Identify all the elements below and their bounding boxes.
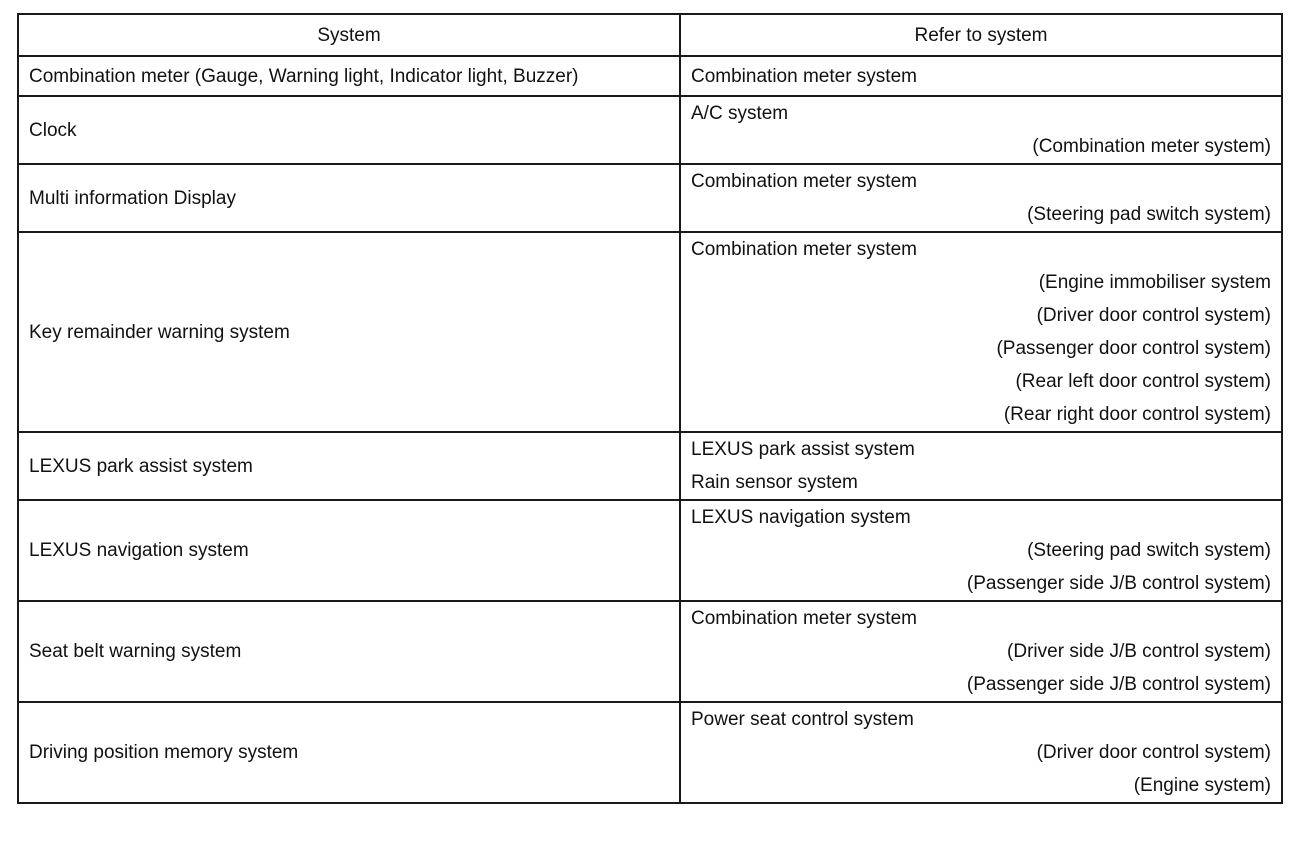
system-cell: LEXUS navigation system	[18, 500, 680, 601]
refer-to-line: (Passenger door control system)	[996, 338, 1271, 359]
refer-to-line: (Rear right door control system)	[1003, 404, 1271, 425]
system-cell: Seat belt warning system	[18, 601, 680, 702]
table-row	[18, 702, 1282, 803]
table-body	[18, 56, 1282, 803]
table-row	[18, 601, 1282, 702]
table-row	[18, 96, 1282, 164]
header-system: System	[18, 14, 680, 56]
refer-to-line: (Rear left door control system)	[1015, 371, 1271, 392]
header-refer-to-system: Refer to system	[680, 14, 1282, 56]
refer-to-line: LEXUS navigation system	[691, 507, 911, 528]
refer-to-line: Combination meter system	[691, 171, 917, 192]
refer-to-line: (Combination meter system)	[1032, 136, 1271, 157]
table-row	[18, 232, 1282, 432]
table-row	[18, 432, 1282, 500]
table-row	[18, 56, 1282, 96]
system-cell: Combination meter (Gauge, Warning light, Indicator light, Buzzer)	[18, 56, 680, 96]
refer-to-cell	[680, 232, 1282, 432]
refer-to-line: (Steering pad switch system)	[1027, 204, 1271, 225]
refer-to-line: (Passenger side J/B control system)	[966, 573, 1271, 594]
table-row	[18, 500, 1282, 601]
refer-to-line: (Steering pad switch system)	[1027, 540, 1271, 561]
refer-to-line: (Engine immobiliser system	[1038, 272, 1271, 293]
table-row	[18, 164, 1282, 232]
refer-to-cell	[680, 601, 1282, 702]
refer-to-line: Combination meter system	[691, 608, 917, 629]
header-row	[18, 14, 1282, 56]
refer-to-line: LEXUS park assist system	[691, 439, 915, 460]
system-cell: Multi information Display	[18, 164, 680, 232]
refer-to-line: (Driver side J/B control system)	[1007, 641, 1271, 662]
refer-to-line: A/C system	[691, 103, 789, 124]
system-cell: Clock	[18, 96, 680, 164]
refer-to-line: (Driver door control system)	[1036, 305, 1271, 326]
refer-to-cell	[680, 702, 1282, 803]
system-cell: Driving position memory system	[18, 702, 680, 803]
refer-to-cell	[680, 432, 1282, 500]
refer-to-line: Rain sensor system	[691, 472, 858, 493]
refer-to-cell	[680, 164, 1282, 232]
refer-to-line: Power seat control system	[691, 709, 914, 730]
refer-to-line: (Engine system)	[1133, 775, 1271, 796]
refer-to-cell	[680, 500, 1282, 601]
system-cell: Key remainder warning system	[18, 232, 680, 432]
refer-to-line: Combination meter system	[691, 239, 917, 260]
refer-to-line: Combination meter system	[691, 65, 917, 87]
refer-to-line: (Driver door control system)	[1036, 742, 1271, 763]
system-cell: LEXUS park assist system	[18, 432, 680, 500]
refer-to-cell	[680, 56, 1282, 96]
refer-to-cell	[680, 96, 1282, 164]
refer-to-line: (Passenger side J/B control system)	[966, 674, 1271, 695]
reference-table	[17, 13, 1283, 804]
